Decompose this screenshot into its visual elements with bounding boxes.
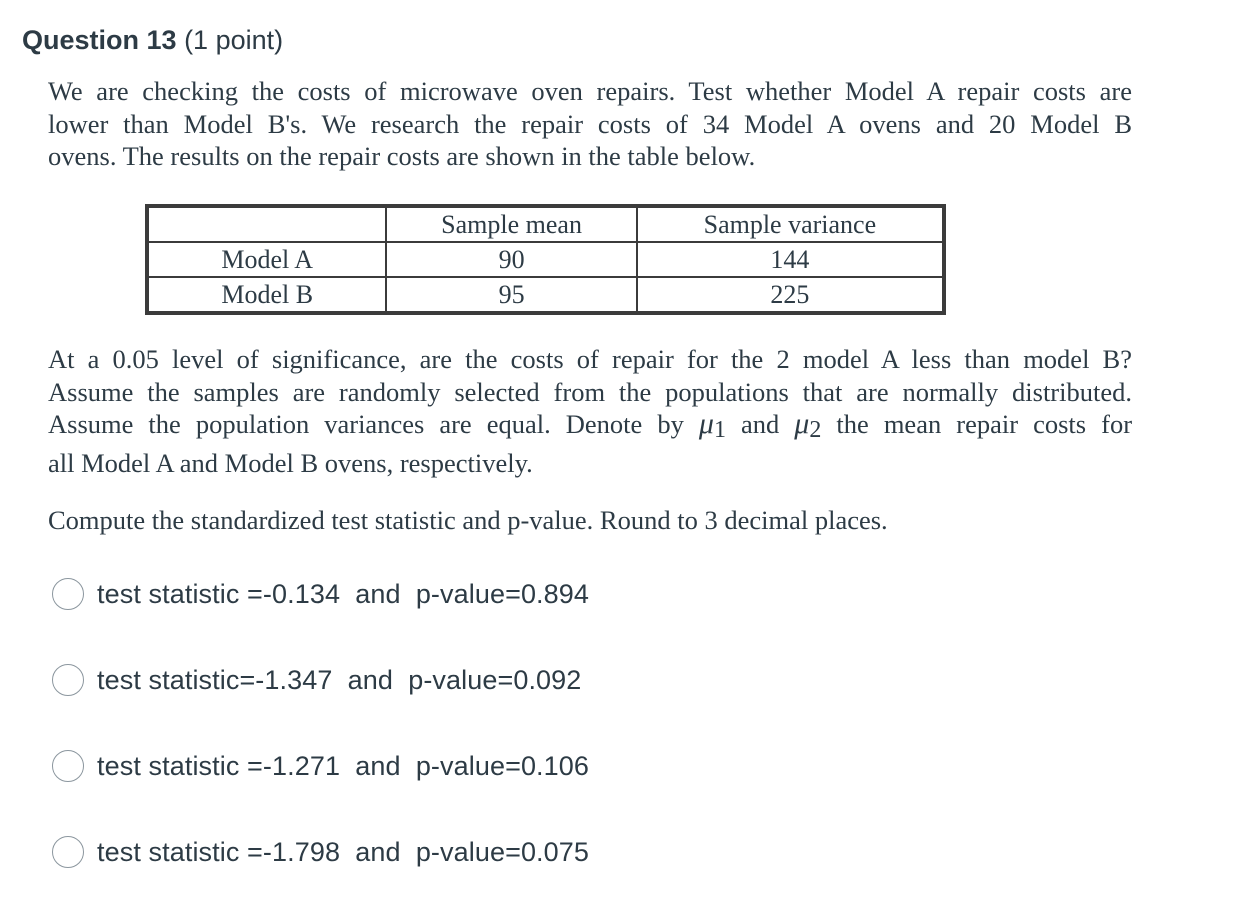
table-cell: Model A xyxy=(147,242,386,277)
intro-paragraph xyxy=(48,75,1132,173)
answer-label[interactable]: test statistic =-1.798 and p-value=0.075 xyxy=(97,836,590,867)
table-header-cell: Sample variance xyxy=(637,206,944,242)
table-row xyxy=(147,277,944,313)
table-cell: 225 xyxy=(637,277,944,313)
assumption-line-3-and: and xyxy=(740,409,780,439)
mu1-symbol xyxy=(698,407,726,443)
sample-statistics-table xyxy=(145,204,946,315)
question-points: (1 point) xyxy=(184,25,284,55)
radio-button[interactable] xyxy=(52,750,84,782)
table-cell: 95 xyxy=(386,277,636,313)
mu2-letter: μ xyxy=(794,407,810,440)
radio-button[interactable] xyxy=(52,836,84,868)
mu2-symbol xyxy=(794,407,822,443)
intro-line-1: We are checking the costs of microwave oven repairs. Test whether Model A repair costs are xyxy=(48,76,1132,106)
assumption-line-3 xyxy=(48,408,1132,447)
radio-button[interactable] xyxy=(52,664,84,696)
table-header-row xyxy=(147,206,944,242)
table-row xyxy=(147,242,944,277)
question-title: Question 13 xyxy=(22,25,177,55)
assumption-line-2: Assume the samples are randomly selected from the populations that are normally distributed. xyxy=(48,376,1132,407)
mu1-letter: μ xyxy=(698,407,714,440)
table-cell: Model B xyxy=(147,277,386,313)
table-cell: 144 xyxy=(637,242,944,277)
assumptions-paragraph xyxy=(48,343,1132,479)
mu2-subscript: 2 xyxy=(809,417,822,443)
answer-option-4[interactable] xyxy=(52,834,589,870)
question-header xyxy=(22,22,283,58)
answer-option-2[interactable] xyxy=(52,662,581,698)
radio-button[interactable] xyxy=(52,578,84,610)
assumption-line-1: At a 0.05 level of significance, are the costs of repair for the 2 model A less than model B? xyxy=(48,344,1132,374)
table-header-cell: Sample mean xyxy=(386,206,636,242)
answer-option-3[interactable] xyxy=(52,748,589,784)
answer-label[interactable]: test statistic =-0.134 and p-value=0.894 xyxy=(97,578,590,609)
instruction-text: Compute the standardized test statistic and p-value. Round to 3 decimal places. xyxy=(48,505,888,535)
answer-option-1[interactable] xyxy=(52,576,589,612)
answer-label[interactable]: test statistic =-1.271 and p-value=0.106 xyxy=(97,750,590,781)
assumption-line-3-end: the mean repair costs for xyxy=(836,409,1133,439)
answer-label[interactable]: test statistic=-1.347 and p-value=0.092 xyxy=(97,664,582,695)
intro-line-3: ovens. The results on the repair costs are shown in the table below. xyxy=(48,141,756,171)
intro-line-2: lower than Model B's. We research the repair costs of 34 Model A ovens and 20 Model B xyxy=(48,108,1132,139)
assumption-line-4: all Model A and Model B ovens, respectively. xyxy=(48,447,533,478)
assumption-line-3-start: Assume the population variances are equal. Denote by xyxy=(48,409,684,439)
table-header-cell xyxy=(147,206,386,242)
mu1-subscript: 1 xyxy=(713,417,726,443)
table-cell: 90 xyxy=(386,242,636,277)
